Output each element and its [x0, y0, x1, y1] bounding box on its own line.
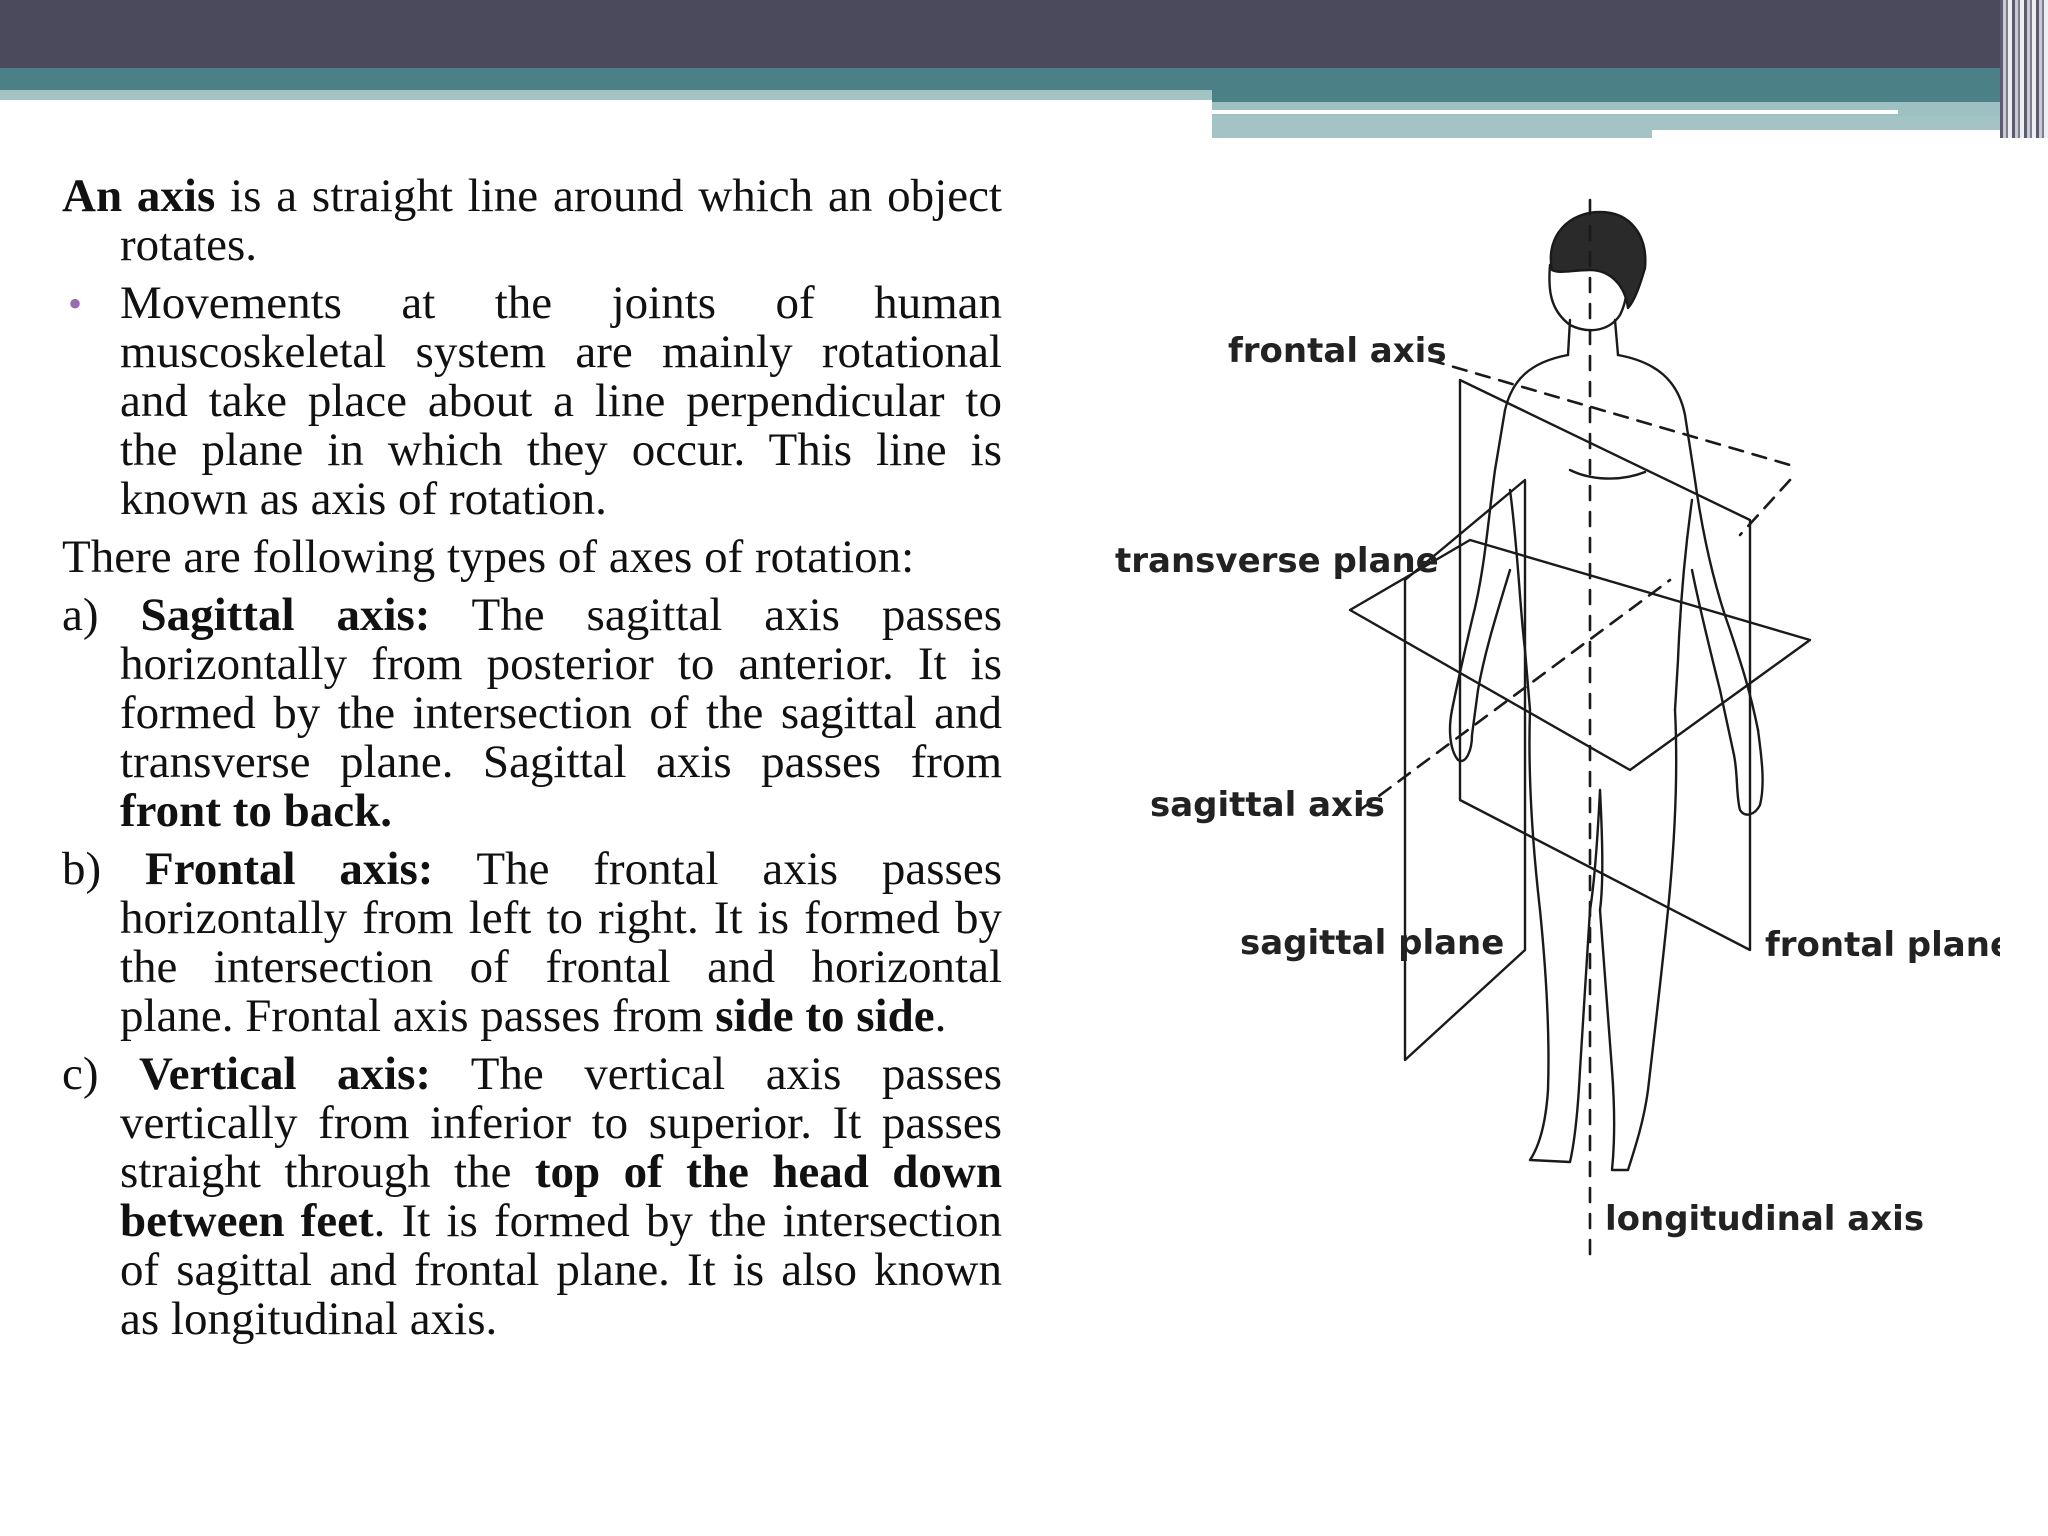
- hair-shape: [1551, 212, 1646, 308]
- item-marker: c): [62, 1048, 140, 1100]
- frontal-axis-line: [1430, 360, 1790, 465]
- header-bar-right-teal: [1212, 90, 2048, 102]
- bullet-icon: •: [68, 281, 83, 326]
- intro-term: An axis: [62, 170, 216, 222]
- bullet-paragraph: [62, 279, 1002, 524]
- label-sagittal-plane: sagittal plane: [1240, 923, 1505, 963]
- item-tail: .: [934, 990, 947, 1042]
- header-bar-light: [0, 90, 1212, 100]
- header-edge-stripes: [2000, 0, 2048, 138]
- item-marker: a): [62, 589, 141, 641]
- header-bar-teal: [0, 68, 2048, 90]
- anatomy-axes-figure: [1100, 190, 2000, 1290]
- item-title: Sagittal axis:: [140, 589, 431, 641]
- label-frontal-plane: frontal plane: [1765, 925, 2000, 965]
- intro-rest: is a straight line around which an object rotates.: [120, 170, 1002, 271]
- item-text: The sagittal axis passes horizontally from posterior to anterior. It is formed by the intersection of the sagittal and transverse plane. Sagittal axis passes from: [120, 589, 1002, 788]
- anatomy-diagram: [1100, 190, 2000, 1290]
- sagittal-axis-line: [1360, 580, 1670, 810]
- item-frontal-axis: [62, 845, 1002, 1041]
- item-sagittal-axis: [62, 591, 1002, 836]
- item-bold-end: front to back.: [120, 785, 392, 837]
- label-sagittal-axis: sagittal axis: [1150, 785, 1385, 825]
- label-frontal-axis: frontal axis: [1228, 331, 1447, 371]
- item-bold-end: side to side: [715, 990, 935, 1042]
- header-bar-dark: [0, 0, 2048, 68]
- frontal-plane-shape: [1460, 380, 1750, 950]
- header-bar-white-line: [1212, 110, 1898, 114]
- item-marker: b): [62, 843, 145, 895]
- frontal-axis-extension: [1740, 480, 1790, 535]
- item-tail: . It is formed by the intersection of sagittal and frontal plane. It is also known as longitudinal axis.: [120, 1195, 1002, 1345]
- item-title: Vertical axis:: [139, 1048, 432, 1100]
- label-transverse-plane: transverse plane: [1115, 541, 1439, 581]
- item-bold-mid: top of the head down between feet: [120, 1146, 1003, 1247]
- intro-paragraph: [62, 172, 1002, 270]
- types-heading: There are following types of axes of rotation:: [62, 531, 915, 583]
- item-title: Frontal axis:: [144, 843, 434, 895]
- slide-text: [62, 172, 1002, 1353]
- bullet-text: Movements at the joints of human muscoskeletal system are mainly rotational and take place about a line perpendicular to the plane in which they occur. This line is known as axis of rotation.: [120, 277, 1002, 525]
- item-vertical-axis: [62, 1050, 1002, 1344]
- item-text: The frontal axis passes horizontally from left to right. It is formed by the intersection of frontal and horizontal plane. Frontal axis passes from: [120, 843, 1002, 1042]
- header-bar-right-white: [1652, 130, 2048, 138]
- label-longitudinal-axis: longitudinal axis: [1605, 1199, 1925, 1239]
- item-text: The vertical axis passes vertically from inferior to superior. It passes straight through the: [120, 1048, 1003, 1198]
